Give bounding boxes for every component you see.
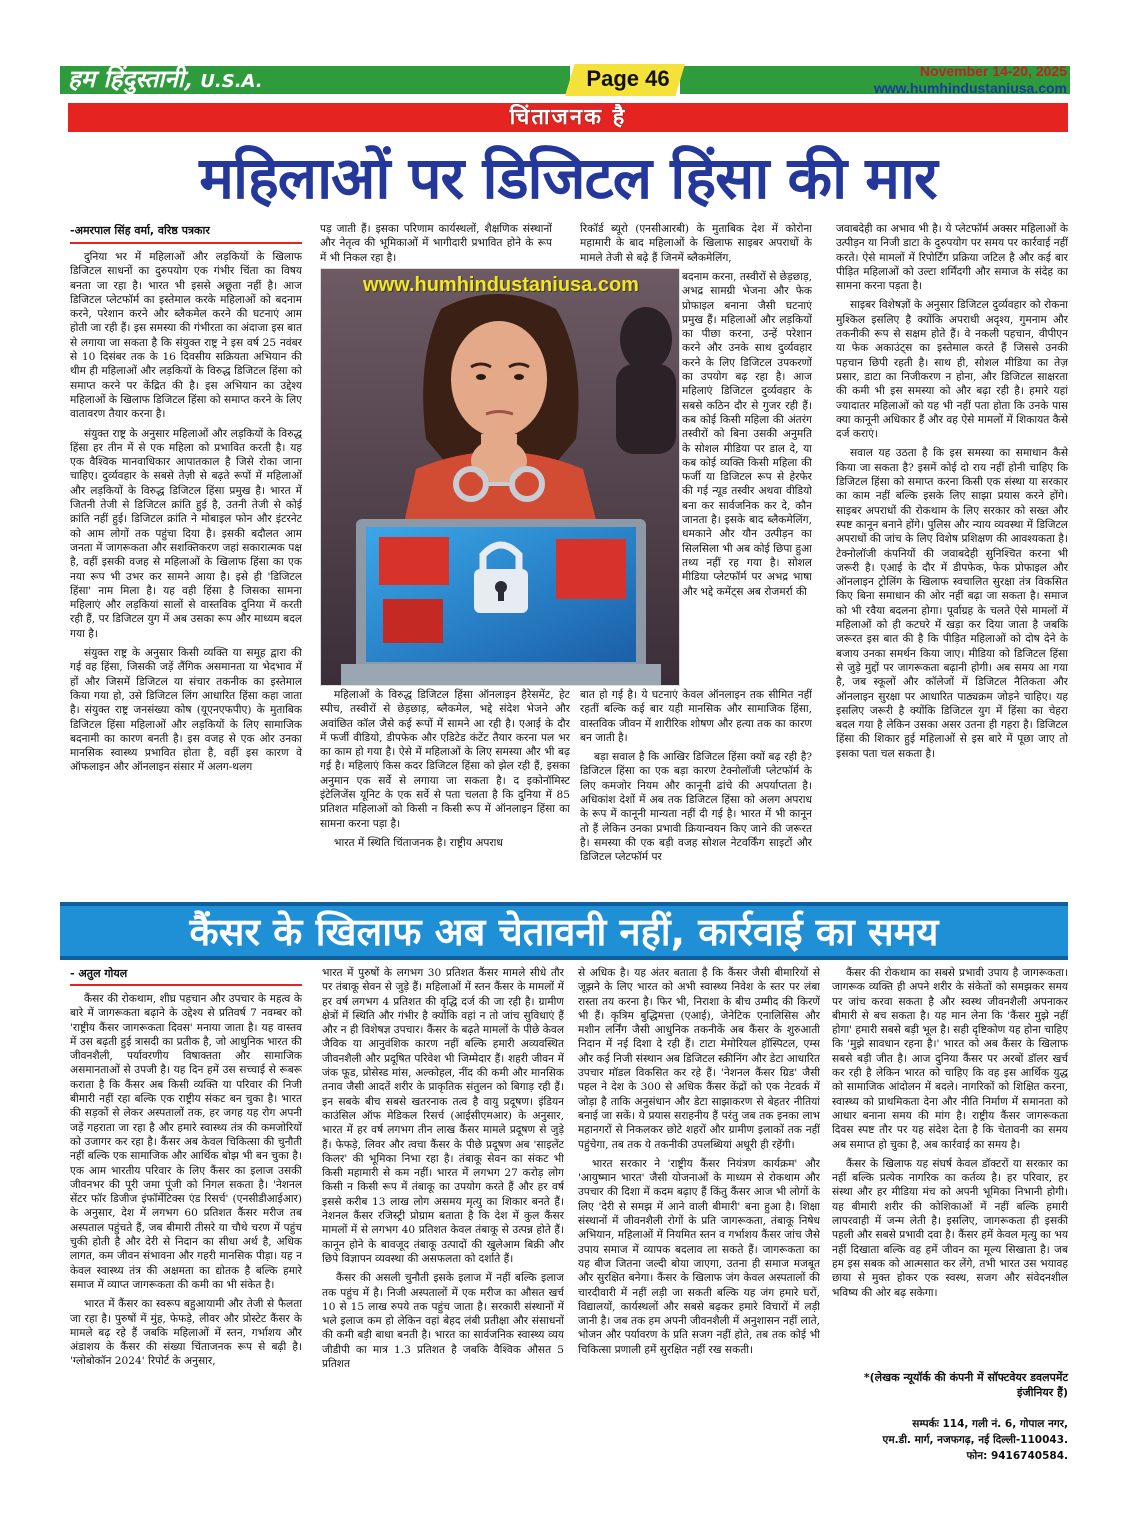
image-watermark-url: www.humhindustaniusa.com [363,274,639,296]
article1-column-3-top [580,222,812,270]
paragraph: बात हो गई है। ये घटनाएं केवल ऑनलाइन तक सीमित नहीं रहतीं बल्कि कई बार यही मानसिक और सामाजिक हिंसा, वास्तविक जीवन में शारीरिक शोषण और हत्या तक का कारण बन जाती है। [580,689,812,744]
page-number: Page 46 [586,66,670,91]
article1-column-2-bottom [320,688,570,892]
article2-byline: - अतुल गोयल [70,967,128,980]
paragraph: महिलाओं के विरुद्ध डिजिटल हिंसा ऑनलाइन हैरेसमेंट, हेट स्पीच, तस्वीरों से छेड़छाड़, ब्लैकमेल, भद्दे संदेश भेजने और अवांछित कॉल जैसे कई रूपों में सामने आ रही है। एआई के दौर में फर्जी वीडियो, डीपफेक और एडिटेड कंटेंट तैयार करना पल भर का काम हो गया है। ऐसे में महिलाओं के लिए समस्या और भी बढ़ गई है। महिलाएं किस कदर डिजिटल हिंसा को झेल रही हैं, इसका अनुमान एक सर्वे से लगाया जा सकता है। द इकोनॉमिस्ट इंटेलिजेंस यूनिट के एक सर्वे से पता चलता है कि दुनिया में 85 प्रतिशत महिलाओं को किसी न किसी रूप में ऑनलाइन हिंसा का सामना करना पड़ा है। [320,689,570,830]
paragraph: साइबर विशेषज्ञों के अनुसार डिजिटल दुर्व्यवहार को रोकना मुश्किल इसलिए है क्योंकि अपराधी अदृश्य, गुमनाम और तकनीकी रूप से सक्षम होते हैं। वे नकली पहचान, वीपीएन या फेक अकाउंट्स का इस्तेमाल करते हैं जिससे उनकी पहचान छिपी रहती है। साथ ही, सोशल मीडिया का तेज़ प्रसार, डाटा का निजीकरण न होना, और डिजिटल साक्षरता की कमी भी इस समस्या को और बढ़ा रही है। हमारे यहां ज्यादातर महिलाओं को यह भी नहीं पता होता कि उनके पास क्या कानूनी अधिकार हैं और वह ऐसे मामलों में शिकायत कैसे दर्ज कराएं। [836,299,1068,441]
article-illustration [320,268,680,686]
article1-column-2-top [320,222,552,268]
article1-column-3-bottom [580,688,812,892]
article1-headline: महिलाओं पर डिजिटल हिंसा की मार [199,144,937,212]
woman-laptop-handcuffs-image [321,269,680,686]
article1-column-4 [836,222,1068,894]
contact-line: एम.डी. मार्ग, नजफगढ़, नई दिल्ली-110043. [882,1434,1068,1446]
paragraph: कैंसर की असली चुनौती इसके इलाज में नहीं बल्कि इलाज तक पहुंच में है। निजी अस्पतालों में एक मरीज का औसत खर्च 10 से 15 लाख रुपये तक पहुंच जाता है। सरकारी संस्थानों में भले इलाज कम हो लेकिन वहां बेहद लंबी प्रतीक्षा और संसाधनों की कमी बड़ी बाधा बनती है। भारत का सार्वजनिक स्वास्थ्य व्यय जीडीपी का मात्र 1.3 प्रतिशत है जबकि वैश्विक औसत 5 प्रतिशत [322,1272,564,1371]
paragraph: कैंसर की रोकथाम, शीघ्र पहचान और उपचार के महत्व के बारे में जागरूकता बढ़ाने के उद्देश्य से प्रतिवर्ष 7 नवम्बर को 'राष्ट्रीय कैंसर जागरूकता दिवस' मनाया जाता है। यह वास्तव में उस बढ़ती हुई त्रासदी का प्रतीक है, जो आधुनिक भारत की जीवनशैली, पर्यावरणीय विषाक्तता और सामाजिक असमानताओं से उपजी है। यह दिन हमें उस सच्चाई से रूबरू कराता है कि कैंसर अब किसी व्यक्ति या परिवार की निजी बीमारी नहीं रहा बल्कि एक राष्ट्रीय संकट बन चुका है। भारत की सड़कों से लेकर अस्पतालों तक, हर जगह यह रोग अपनी जड़ें गहराता जा रहा है और हमारे स्वास्थ्य तंत्र की कमजोरियों को उजागर कर रहा है। कैंसर अब केवल चिकित्सा की चुनौती नहीं बल्कि एक सामाजिक और आर्थिक बोझ भी बन चुका है। एक आम भारतीय परिवार के लिए कैंसर का इलाज उसकी जीवनभर की पूरी जमा पूंजी को निगल सकता है। 'नेशनल सेंटर फॉर डिजीज इंफॉर्मेटिक्स एंड रिसर्च' (एनसीडीआईआर) के अनुसार, देश में लगभग 60 प्रतिशत कैंसर मरीज तब अस्पताल पहुंचते हैं, जब बीमारी तीसरे या चौथे चरण में पहुंच चुकी होती है और देरी से निदान का सीधा अर्थ है, अधिक लागत, कम जीवन संभावना और गहरी मानसिक पीड़ा। यह न केवल स्वास्थ्य तंत्र की अक्षमता का द्योतक है बल्कि हमारे समाज में व्याप्त जागरूकता की कमी का भी संकेत है। [70,993,302,1291]
article1-column-3-side [682,270,812,686]
byline-divider [70,984,302,986]
paragraph: पड़ जाती हैं। इसका परिणाम कार्यस्थलों, शैक्षणिक संस्थानों और नेतृत्व की भूमिकाओं में भागीदारी प्रभावित होने के रूप में भी निकल रहा है। [320,223,552,264]
paragraph: दुनिया भर में महिलाओं और लड़कियों के खिलाफ डिजिटल साधनों का दुरुपयोग एक गंभीर चिंता का विषय बनता जा रहा है। भारत भी इससे अछूता नहीं है। आज डिजिटल प्लेटफॉर्म का इस्तेमाल करके महिलाओं को बदनाम करने, परेशान करने और ब्लैकमेल करने की घटनाएं आम होती जा रही हैं। इस समस्या की गंभीरता का अंदाजा इस बात से लगाया जा सकता है कि संयुक्त राष्ट्र ने इस वर्ष 25 नवंबर से 10 दिसंबर तक के 16 दिवसीय सक्रियता अभियान की थीम ही महिलाओं और लड़कियों के विरुद्ध डिजिटल हिंसा को समाप्त करने पर केंद्रित की है। इस अभियान का उद्देश्य महिलाओं के खिलाफ डिजिटल हिंसा को समाप्त करने के लिए वातावरण तैयार करना है। [70,251,302,421]
author-note: *(लेखक न्यूयॉर्क की कंपनी में सॉफ्टवेयर डवलपमेंट इंजीनियर हैं) [863,1371,1068,1399]
paragraph: संयुक्त राष्ट्र के अनुसार किसी व्यक्ति या समूह द्वारा की गई वह हिंसा, जिसकी जड़ें लैंगिक असमानता या भेदभाव में हों और जिसमें डिजिटल या संचार तकनीक का इस्तेमाल किया गया हो, उसे डिजिटल लिंग आधारित हिंसा कहा जाता है। संयुक्त राष्ट्र जनसंख्या कोष (यूएनएफपीए) के मुताबिक डिजिटल हिंसा महिलाओं और लड़कियों के लिए सामाजिक बदनामी का कारण बनती है। इस वजह से एक ओर उनका मानसिक स्वास्थ्य प्रभावित होता है, वहीं इस कारण वे ऑफलाइन और ऑनलाइन संसार में अलग-थलग [70,647,302,774]
paragraph: बदनाम करना, तस्वीरों से छेड़छाड़, अभद्र सामग्री भेजना और फेक प्रोफाइल बनाना जैसी घटनाएं प्रमुख हैं। महिलाओं और लड़कियों का पीछा करना, उन्हें परेशान करने और उनके साथ दुर्व्यवहार करने के लिए डिजिटल उपकरणों का उपयोग बढ़ रहा है। आज महिलाएं डिजिटल दुर्व्यवहार के सबसे कठिन दौर से गुजर रही हैं। कब कोई किसी महिला की अंतरंग तस्वीरों को बिना उसकी अनुमति के सोशल मीडिया पर डाल दे, या कब कोई व्यक्ति किसी महिला की फर्जी या डिजिटल रूप से हेरफेर की गई न्यूड तस्वीर अथवा वीडियो बना कर सार्वजनिक कर दे, कौन जानता है। इसके बाद ब्लैकमेलिंग, धमकाने और यौन उत्पीड़न का सिलसिला भी अब कोई छिपा हुआ तथ्य नहीं रह गया है। सोशल मीडिया प्लेटफॉर्म पर अभद्र भाषा और भद्दे कमेंट्स अब रोजमर्रा की [682,271,812,598]
contact-line: सम्पर्कः 114, गली नं. 6, गोपाल नगर, [912,1418,1068,1430]
article2-column-3 [578,966,820,1512]
article2-column-1 [70,992,302,1512]
paragraph: से अधिक है। यह अंतर बताता है कि कैंसर जैसी बीमारियों से जूझने के लिए भारत को अभी स्वास्थ्य निवेश के स्तर पर लंबा रास्ता तय करना है। फिर भी, निराशा के बीच उम्मीद की किरणें भी हैं। कृत्रिम बुद्धिमत्ता (एआई), जेनेटिक एनालिसिस और मशीन लर्निंग जैसी आधुनिक तकनीकें अब कैंसर के शुरुआती निदान में नई दिशा दे रही हैं। टाटा मेमोरियल हॉस्पिटल, एम्स और कई निजी संस्थान अब डिजिटल स्क्रीनिंग और डेटा आधारित उपचार मॉडल विकसित कर रहे हैं। 'नेशनल कैंसर ग्रिड' जैसी पहल ने देश के 300 से अधिक कैंसर केंद्रों को एक नेटवर्क में जोड़ा है ताकि अनुसंधान और डेटा साझाकरण से बेहतर नीतियां बनाई जा सकें। ये प्रयास सराहनीय हैं परंतु जब तक इनका लाभ महानगरों से निकलकर छोटे शहरों और ग्रामीण इलाकों तक नहीं पहुंचेगा, तब तक ये तकनीकी उपलब्धियां अधूरी ही रहेंगी। [578,967,820,1151]
paragraph: भारत में कैंसर का स्वरूप बहुआयामी और तेजी से फैलता जा रहा है। पुरुषों में मुंह, फेफड़े, लीवर और प्रोस्टेट कैंसर के मामले बढ़ रहे हैं जबकि महिलाओं में स्तन, गर्भाशय और अंडाशय के कैंसर की संख्या चिंताजनक रूप से बढ़ी है। 'ग्लोबोकॉन 2024' रिपोर्ट के अनुसार, [70,1298,302,1368]
paragraph: भारत में पुरुषों के लगभग 30 प्रतिशत कैंसर मामले सीधे तौर पर तंबाकू सेवन से जुड़े हैं। महिलाओं में स्तन कैंसर के मामलों में हर वर्ष लगभग 4 प्रतिशत की वृद्धि दर्ज की जा रही है। ग्रामीण क्षेत्रों में स्थिति और गंभीर है क्योंकि वहां न तो जांच सुविधाएं हैं और न ही विशेषज्ञ उपचार। कैंसर के बढ़ते मामलों के पीछे केवल जैविक या आनुवंशिक कारण नहीं बल्कि हमारी अव्यवस्थित जीवनशैली और प्रदूषित परिवेश भी जिम्मेदार हैं। शहरी जीवन में जंक फूड, प्रोसेस्ड मांस, अल्कोहल, नींद की कमी और मानसिक तनाव जैसी आदतें शरीर के प्राकृतिक संतुलन को बिगाड़ रही हैं। इन सबके बीच सबसे खतरनाक तत्व है वायु प्रदूषण। इंडियन काउंसिल ऑफ मेडिकल रिसर्च (आईसीएमआर) के अनुसार, भारत में हर वर्ष लगभग तीन लाख कैंसर मामले प्रदूषण से जुड़े हैं। फेफड़े, लिवर और त्वचा कैंसर के पीछे प्रदूषण अब 'साइलेंट किलर' की भूमिका निभा रहा है। तंबाकू सेवन का संकट भी किसी महामारी से कम नहीं। भारत में लगभग 27 करोड़ लोग किसी न किसी रूप में तंबाकू का उपयोग करते हैं और हर वर्ष इससे करीब 13 लाख लोग असमय मृत्यु का शिकार बनते हैं। नेशनल कैंसर रजिस्ट्री प्रोग्राम बताता है कि देश में कुल कैंसर मामलों में से लगभग 40 प्रतिशत केवल तंबाकू से उत्पन्न होते हैं। कानून होने के बावजूद तंबाकू उत्पादों की खुलेआम बिक्री और छिपे विज्ञापन व्यवस्था की असफलता को दर्शाते हैं। [322,967,564,1265]
article1-kicker-text: चिंताजनक है [509,105,627,130]
masthead-title [68,62,263,95]
paragraph: कैंसर के खिलाफ यह संघर्ष केवल डॉक्टरों या सरकार का नहीं बल्कि प्रत्येक नागरिक का कर्तव्य है। हर परिवार, हर संस्था और हर मीडिया मंच को अपनी भूमिका निभानी होगी। यह बीमारी शरीर की कोशिकाओं में नहीं बल्कि हमारी लापरवाही में जन्म लेती है। इसलिए, जागरूकता ही इसकी पहली और सबसे प्रभावी दवा है। कैंसर हमें केवल मृत्यु का भय नहीं दिखाता बल्कि वह हमें जीवन का मूल्य सिखाता है। जब हम इस सबक को आत्मसात कर लेंगे, तभी भारत उस भयावह छाया से मुक्त होकर एक स्वस्थ, सजग और संवेदनशील भविष्य की ओर बढ़ सकेगा। [832,1157,1068,1299]
paragraph: संयुक्त राष्ट्र के अनुसार महिलाओं और लड़कियों के विरुद्ध हिंसा हर तीन में से एक महिला को प्रभावित करती है। यह एक वैश्विक मानवाधिकार आपातकाल है जिसे रोका जाना चाहिए। दुर्व्यवहार के सबसे तेज़ी से बढ़ते रूपों में महिलाओं और लड़कियों के विरुद्ध डिजिटल हिंसा प्रमुख है। भारत में जितनी तेजी से डिजिटल क्रांति हुई है, उतनी तेजी से कोई क्रांति नहीं हुई। डिजिटल क्रांति ने मोबाइल फोन और इंटरनेट को आम लोगों तक पहुंचा दिया है। इसकी बदौलत आम जनता में जागरूकता और सशक्तिकरण जहां सकारात्मक पक्ष है, वहीं इसकी वजह से महिलाओं के खिलाफ हिंसा का एक नया रूप भी उभर कर सामने आया है। इसे ही 'डिजिटल हिंसा' नाम मिला है। यह वही हिंसा है जिसका सामना महिलाएं और लड़कियां सालों से वास्तविक दुनिया में करती रही हैं, पर डिजिटल युग में अब उसका रूप और माध्यम बदल गया है। [70,427,302,640]
masthead-title-text: हम हिंदुस्तानी, [68,64,193,93]
article2-column-2 [322,966,564,1512]
author-contact [832,1416,1068,1464]
masthead [0,0,1135,102]
contact-phone: फोन: 9416740584. [966,1450,1068,1462]
article2-column-4 [832,966,1068,1370]
paragraph: भारत में स्थिति चिंताजनक है। राष्ट्रीय अपराध [334,836,503,849]
paragraph: भारत सरकार ने 'राष्ट्रीय कैंसर नियंत्रण कार्यक्रम' और 'आयुष्मान भारत' जैसी योजनाओं के माध्यम से रोकथाम और उपचार की दिशा में कदम बढ़ाए हैं किंतु कैंसर आज भी लोगों के लिए 'देरी से समझ में आने वाली बीमारी' बना हुआ है। शिक्षा संस्थानों में जीवनशैली रोगों के प्रति जागरूकता, तंबाकू निषेध अभियान, महिलाओं में नियमित स्तन व गर्भाशय कैंसर जांच जैसे उपाय समाज में व्यापक बदलाव ला सकते हैं। जागरूकता का यह बीज जितना जल्दी बोया जाएगा, उतना ही समाज मजबूत और सुरक्षित बनेगा। कैंसर के खिलाफ जंग केवल अस्पतालों की चारदीवारी में नहीं लड़ी जा सकती बल्कि यह जंग हमारे घरों, विद्यालयों, कार्यस्थलों और सबसे बढ़कर हमारे विचारों में लड़ी जानी है। जब तक हम अपनी जीवनशैली में अनुशासन नहीं लाते, भोजन और पर्यावरण के प्रति सजग नहीं होते, तब तक कोई भी चिकित्सा प्रणाली हमें सुरक्षित नहीं रख सकती। [578,1157,820,1356]
article2-headline: कैंसर के खिलाफ अब चेतावनी नहीं, कार्रवाई का समय [189,910,939,954]
paragraph: कैंसर की रोकथाम का सबसे प्रभावी उपाय है जागरूकता। जागरूक व्यक्ति ही अपने शरीर के संकेतों को समझकर समय पर जांच करवा सकता है और स्वस्थ जीवनशैली अपनाकर बीमारी से बच सकता है। यह मान लेना कि 'कैंसर मुझे नहीं होगा' हमारी सबसे बड़ी भूल है। सही दृष्टिकोण यह होना चाहिए कि 'मुझे सावधान रहना है।' भारत को अब कैंसर के खिलाफ सबसे बड़ी जीत है। आज दुनिया कैंसर पर अरबों डॉलर खर्च कर रही है लेकिन भारत को चाहिए कि वह इस आर्थिक युद्ध को सामाजिक आंदोलन में बदले। नागरिकों को शिक्षित करना, स्वास्थ्य को प्राथमिकता देना और नीति निर्माण में समानता को आधार बनाना समय की मांग है। राष्ट्रीय कैंसर जागरूकता दिवस स्पष्ट तौर पर यह संदेश देता है कि चेतावनी का समय अब समाप्त हो चुका है, अब कार्रवाई का समय है। [832,967,1068,1151]
byline-divider [70,242,302,244]
article1-column-1 [70,250,302,892]
issue-date: November 14-20, 2025 [919,63,1067,79]
paragraph: रिकॉर्ड ब्यूरो (एनसीआरबी) के मुताबिक देश में कोरोना महामारी के बाद महिलाओं के खिलाफ साइबर अपराधों के मामले तेजी से बढ़े हैं जिनमें ब्लैकमेलिंग, [580,223,812,264]
article2-headline-banner [60,902,1068,960]
paragraph: जवाबदेही का अभाव भी है। ये प्लेटफॉर्म अक्सर महिलाओं के उत्पीड़न या निजी डाटा के दुरुपयोग पर समय पर कार्रवाई नहीं करते। ऐसे मामलों में रिपोर्टिंग प्रक्रिया जटिल है और कई बार पीड़ित महिलाओं को उल्टा शर्मिंदगी और समाज के संदेह का सामना करना पड़ता है। [836,223,1068,293]
masthead-region: U.S.A. [200,71,263,92]
article1-kicker [68,103,1068,132]
paragraph: सवाल यह उठता है कि इस समस्या का समाधान कैसे किया जा सकता है? इसमें कोई दो राय नहीं होनी चाहिए कि डिजिटल हिंसा को समाप्त करना किसी एक संस्था या सरकार का काम नहीं बल्कि इसके लिए साझा प्रयास करने होंगे। साइबर अपराधों की रोकथाम के लिए सरकार को सख्त और स्पष्ट कानून बनाने होंगे। पुलिस और न्याय व्यवस्था में डिजिटल अपराधों की जांच के लिए विशेष प्रशिक्षण की आवश्यकता है। टेक्नोलॉजी कंपनियों की जवाबदेही सुनिश्चित करना भी जरूरी है। एआई के दौर में डीपफेक, फेक प्रोफाइल और ऑनलाइन ट्रोलिंग के खिलाफ स्वचालित सुरक्षा तंत्र विकसित किए बिना समाधान की ओर नहीं बढ़ा जा सकता है। समाज को भी रवैया बदलना होगा। पूर्वाग्रह के चलते ऐसे मामलों में महिलाओं को ही कटघरे में खड़ा कर दिया जाता है जबकि जरूरत इस बात की है कि पीड़ित महिलाओं को दोष देने के बजाय उनका समर्थन किया जाए। मीडिया को डिजिटल हिंसा से जुड़े मुद्दों पर जागरूकता बढ़ानी होगी। अब समय आ गया है, जब स्कूलों और कॉलेजों में डिजिटल नैतिकता और ऑनलाइन सुरक्षा पर आधारित पाठ्यक्रम जोड़ने चाहिए। यह इसलिए जरूरी है क्योंकि डिजिटल युग में हिंसा का चेहरा बदल गया है लेकिन उसका असर उतना ही गहरा है। डिजिटल हिंसा की शिकार हुई महिलाओं से इस बारे में पूछा जाए तो इसका पता चल सकता है। [836,447,1068,760]
article1-byline: -अमरपाल सिंह वर्मा, वरिष्ठ पत्रकार [70,224,210,237]
paragraph: बड़ा सवाल है कि आखिर डिजिटल हिंसा क्यों बढ़ रही है? डिजिटल हिंसा का एक बड़ा कारण टेक्नोलॉजी प्लेटफॉर्म के लिए कमजोर नियम और कानूनी ढांचे की अपर्याप्तता है। अधिकांश देशों में अब तक डिजिटल हिंसा को अलग अपराध के रूप में कानूनी मान्यता नहीं दी गई है। भारत में भी कानून तो हैं लेकिन उनका प्रभावी क्रियान्वयन किए जाने की जरूरत है। समस्या की एक बड़ी वजह सोशल नेटवर्किंग साइटों और डिजिटल प्लेटफॉर्म पर [580,751,812,864]
website-link[interactable]: www.humhindustaniusa.com [873,80,1067,96]
